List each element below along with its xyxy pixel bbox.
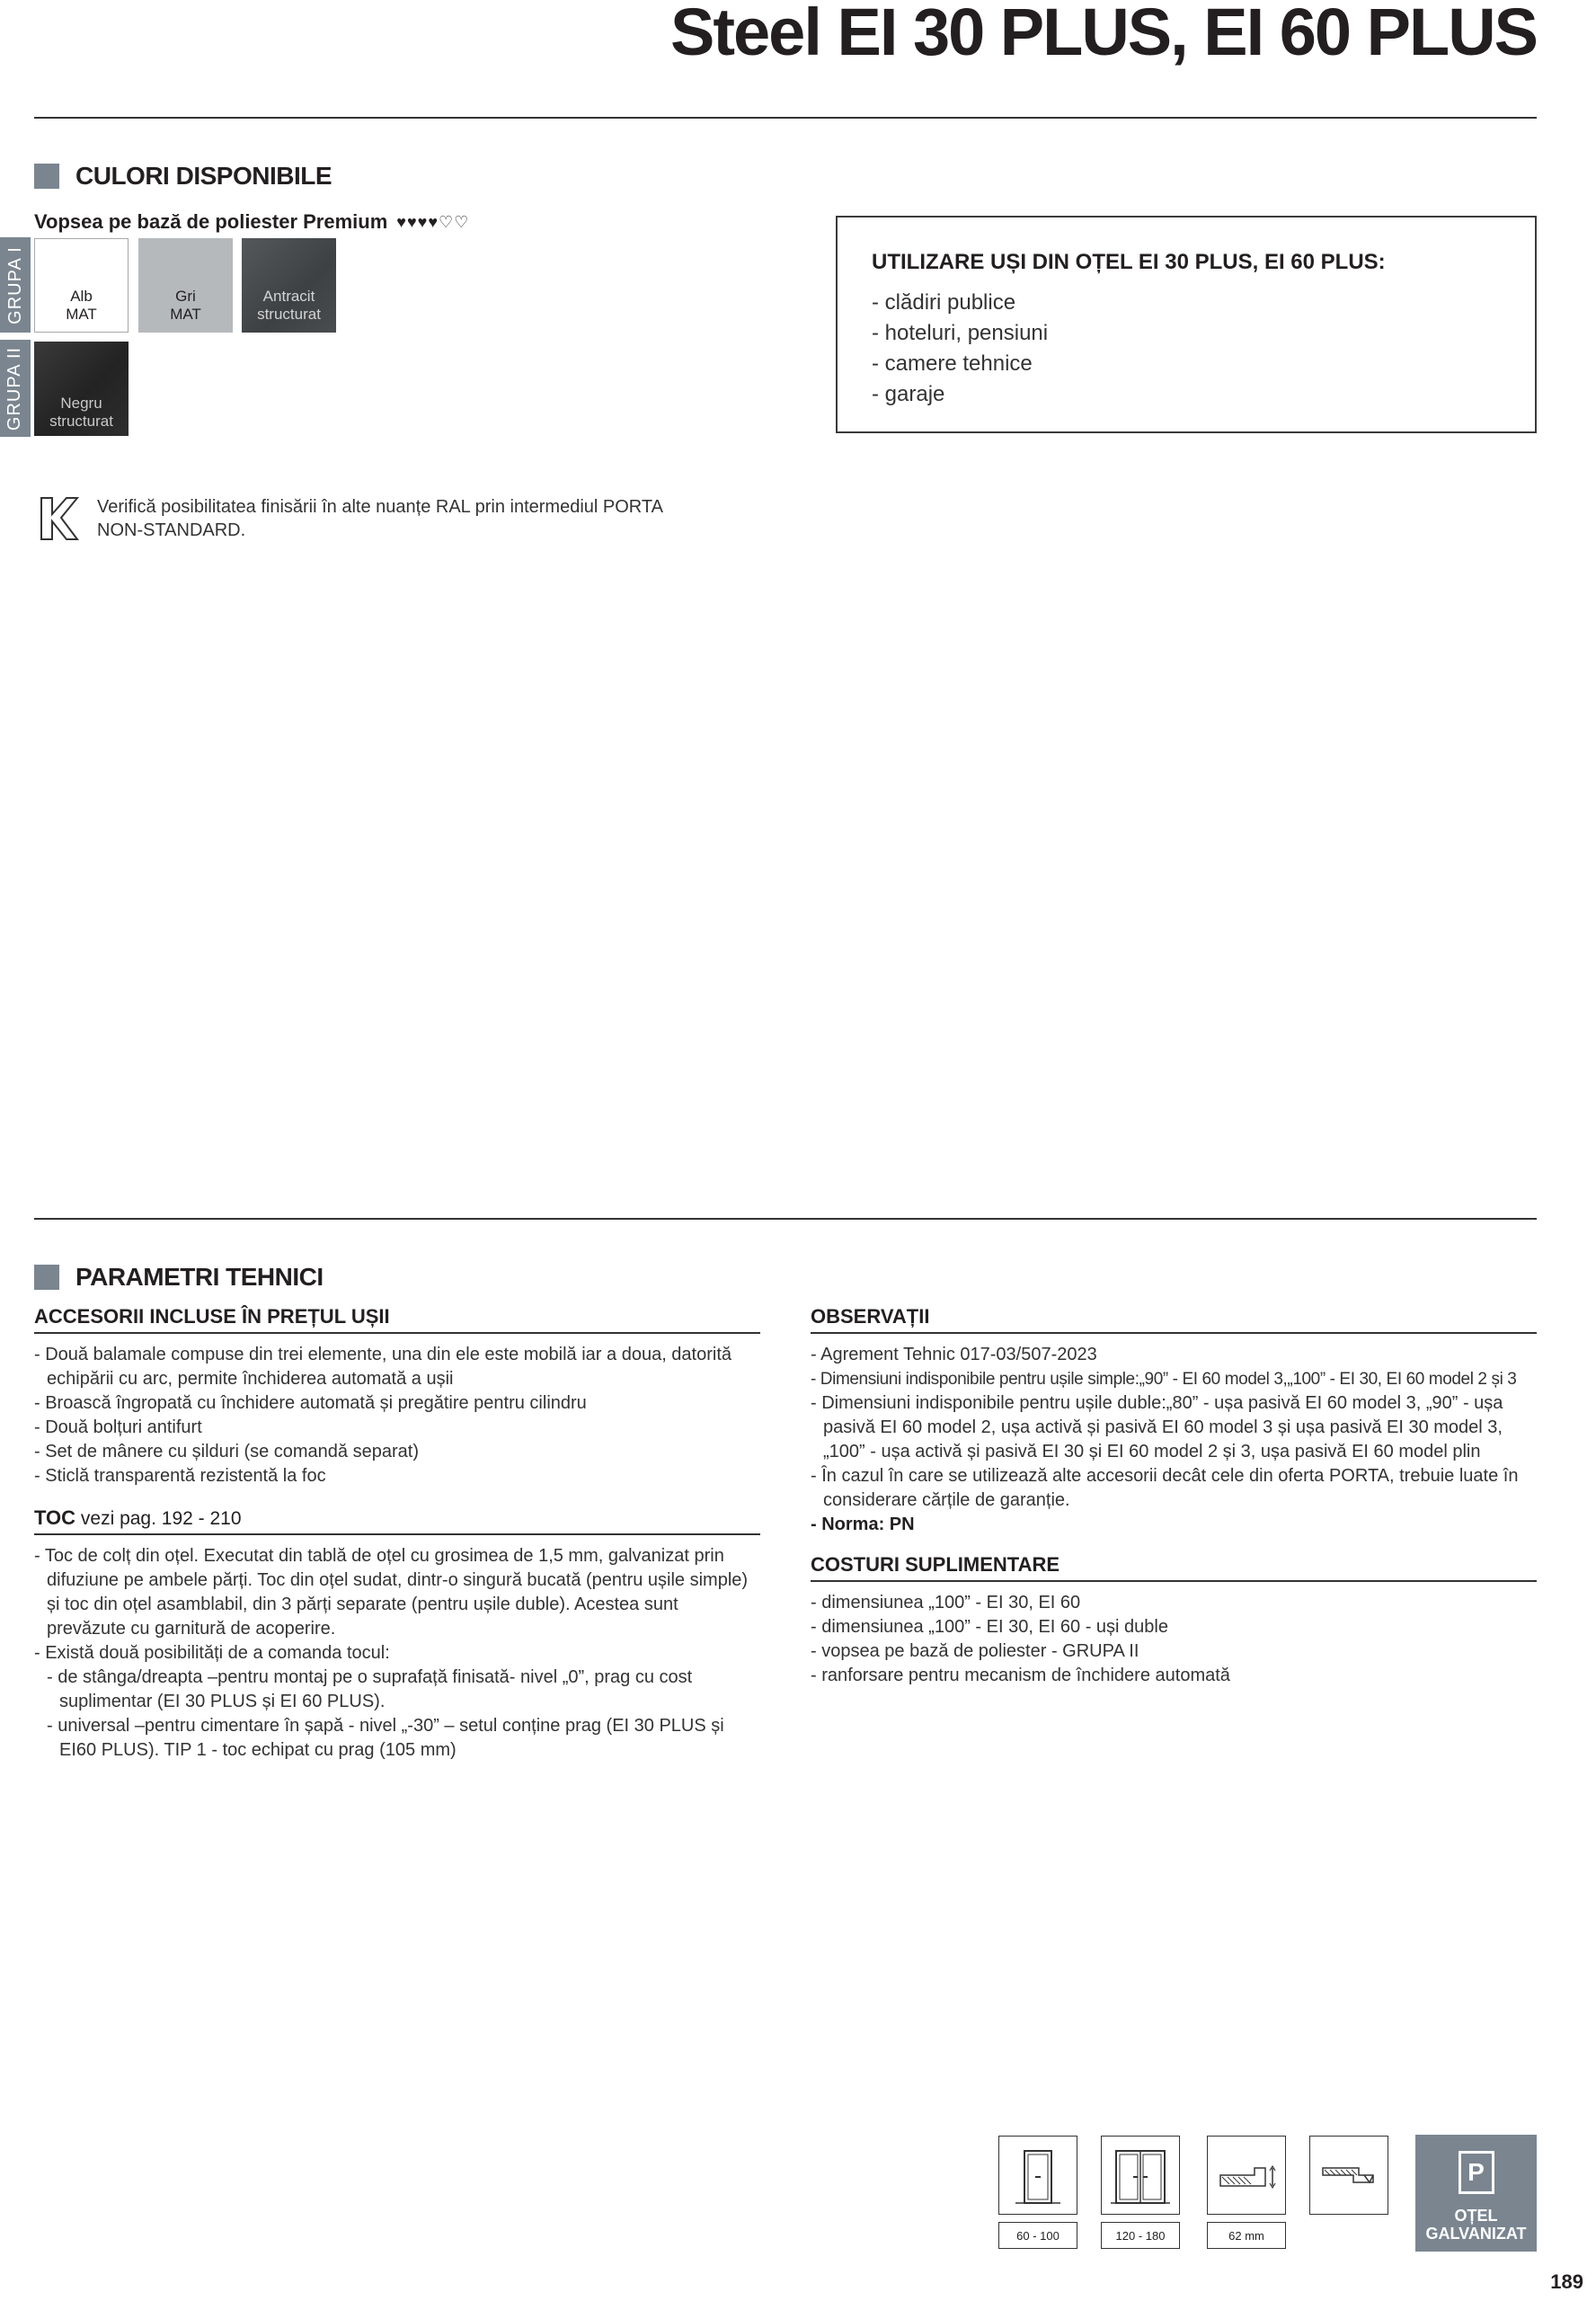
accessories-block <box>34 1305 760 1488</box>
swatch-antracit-finish: structurat <box>257 305 321 323</box>
swatch-gri-name: Gri <box>175 287 196 305</box>
tech-rule <box>34 1218 1537 1220</box>
colors-section-label: CULORI DISPONIBILE <box>75 162 332 190</box>
section-square-icon <box>34 1265 59 1290</box>
swatch-negru-name: Negru <box>60 395 102 412</box>
list-item: - Set de mânere cu șilduri (se comandă separat) <box>34 1442 419 1461</box>
list-item: - universal –pentru cimentare în șapă - nivel „-30” – setul conține prag (EI 30 PLUS și EI60 PLUS). TIP 1 - toc echipat cu prag (105 mm) <box>47 1716 724 1760</box>
list-item: - dimensiunea „100” - EI 30, EI 60 <box>811 1593 1081 1612</box>
list-item: - Sticlă transparentă rezistentă la foc <box>34 1466 326 1486</box>
swatch-antracit-name: Antracit <box>262 287 315 305</box>
observations-block <box>811 1305 1537 1537</box>
observations-title: OBSERVAȚII <box>811 1305 1537 1334</box>
frame-profile-icon <box>1309 2136 1388 2215</box>
list-item: - Două bolțuri antifurt <box>34 1417 202 1437</box>
porta-logo-icon <box>1459 2151 1494 2194</box>
tech-section-head <box>34 1263 324 1292</box>
single-door-icon <box>998 2136 1077 2215</box>
toc-list <box>34 1544 760 1763</box>
swatch-alb-finish: MAT <box>66 306 97 323</box>
galvanized-steel-badge <box>1415 2135 1537 2252</box>
group-tab-2-label: GRUPA II <box>4 346 25 431</box>
toc-head <box>34 1506 760 1535</box>
usage-item: - clădiri publice <box>872 290 1016 315</box>
list-item: - Dimensiuni indisponibile pentru ușile simple:„90” - EI 60 model 3,„100” - EI 30, EI 60 model 2 și 3 <box>811 1370 1517 1389</box>
tech-section-label: PARAMETRI TEHNICI <box>75 1263 324 1291</box>
swatch-antracit <box>242 238 336 333</box>
badge-line-1: OȚEL <box>1454 2207 1498 2225</box>
colors-section-head <box>34 162 332 191</box>
non-standard-note: Verifică posibilitatea finisării în alte nuanțe RAL prin intermediul PORTA NON-STANDARD. <box>97 497 662 540</box>
group-tab-1-label: GRUPA I <box>4 245 25 324</box>
swatch-alb <box>34 238 129 333</box>
swatch-negru <box>34 342 129 436</box>
observations-list <box>811 1343 1537 1537</box>
list-item: - Două balamale compuse din trei elemente, una din ele este mobilă iar a doua, datorită echipării cu arc, permite închiderea automată a ușii <box>34 1345 732 1389</box>
list-item: - dimensiunea „100” - EI 30, EI 60 - uși duble <box>811 1617 1168 1637</box>
usage-title: UTILIZARE UȘI DIN OȚEL EI 30 PLUS, EI 60 PLUS: <box>872 250 1386 274</box>
page-number: 189 <box>1550 2270 1583 2293</box>
paint-type-label: Vopsea pe bază de poliester Premium <box>34 210 388 233</box>
accessories-list <box>34 1343 760 1488</box>
list-item: - Toc de colț din oțel. Executat din tablă de oțel cu grosimea de 1,5 mm, galvanizat prin difuziune pe ambele părți. Toc din oțel sudat, dintr-o singură bucată (pentru ușile simple) și toc din oțel asamblabil, din 3 părți separate (pentru ușile duble). Acestea sunt prevăzute cu garnitură de acoperire. <box>34 1546 749 1639</box>
usage-item: - garaje <box>872 382 945 406</box>
list-item: - ranforsare pentru mecanism de închidere automată <box>811 1666 1230 1685</box>
toc-block <box>34 1506 760 1763</box>
swatch-gri <box>138 238 233 333</box>
single-door-range: 60 - 100 <box>998 2222 1077 2249</box>
list-item: - În cazul în care se utilizează alte accesorii decât cele din oferta PORTA, trebuie luate în considerare cărțile de garanție. <box>811 1466 1519 1510</box>
usage-item: - hoteluri, pensiuni <box>872 321 1049 345</box>
list-item: - vopsea pe bază de poliester - GRUPA II <box>811 1641 1139 1661</box>
swatch-gri-finish: MAT <box>170 305 201 323</box>
extra-costs-block <box>811 1553 1537 1688</box>
swatch-alb-name: Alb <box>70 288 93 305</box>
list-item: - Broască îngropată cu închidere automată și pregătire pentru cilindru <box>34 1393 587 1413</box>
toc-page-ref: vezi pag. 192 - 210 <box>80 1508 242 1529</box>
extra-costs-title: COSTURI SUPLIMENTARE <box>811 1553 1537 1582</box>
list-item: - Există două posibilități de a comanda tocul: <box>34 1643 390 1663</box>
badge-line-2: GALVANIZAT <box>1425 2225 1527 2243</box>
list-item: - de stânga/dreapta –pentru montaj pe o suprafață finisată- nivel „0”, prag cu cost suplimentar (EI 30 PLUS și EI 60 PLUS). <box>47 1667 693 1711</box>
porta-logo-letter: P <box>1467 2158 1485 2186</box>
swatch-negru-finish: structurat <box>49 413 113 430</box>
group-tab-1 <box>0 237 31 333</box>
section-square-icon <box>34 164 59 189</box>
double-door-range: 120 - 180 <box>1101 2222 1180 2249</box>
double-door-icon <box>1101 2136 1180 2215</box>
norm-line: - Norma: PN <box>811 1515 915 1534</box>
door-thickness-icon <box>1207 2136 1286 2215</box>
list-item: - Agrement Tehnic 017-03/507-2023 <box>811 1345 1097 1364</box>
header-rule <box>34 117 1537 119</box>
page-title: Steel EI 30 PLUS, EI 60 PLUS <box>670 0 1537 69</box>
accessories-title: ACCESORII INCLUSE ÎN PREȚUL UȘII <box>34 1305 760 1334</box>
list-item: - Dimensiuni indisponibile pentru ușile duble:„80” - ușa pasivă EI 60 model 3, „90” - ușa pasivă EI 60 model 2, ușa activă și pasivă EI 60 model 3 și ușa pasivă EI 30 model 3, „100” - ușa activă și pasivă EI 30 și EI 60 model 2 și 3, ușa pasivă EI 60 model plin <box>811 1393 1503 1461</box>
group-tab-2 <box>0 340 31 437</box>
paint-type-row <box>34 210 469 234</box>
premium-rating-icon: ♥♥♥♥♡♡ <box>396 212 470 231</box>
toc-title: TOC <box>34 1506 76 1529</box>
non-standard-k-icon <box>40 496 79 541</box>
usage-item: - camere tehnice <box>872 351 1033 376</box>
usage-box <box>836 216 1537 433</box>
extra-costs-list <box>811 1591 1537 1688</box>
door-thickness-value: 62 mm <box>1207 2222 1286 2249</box>
